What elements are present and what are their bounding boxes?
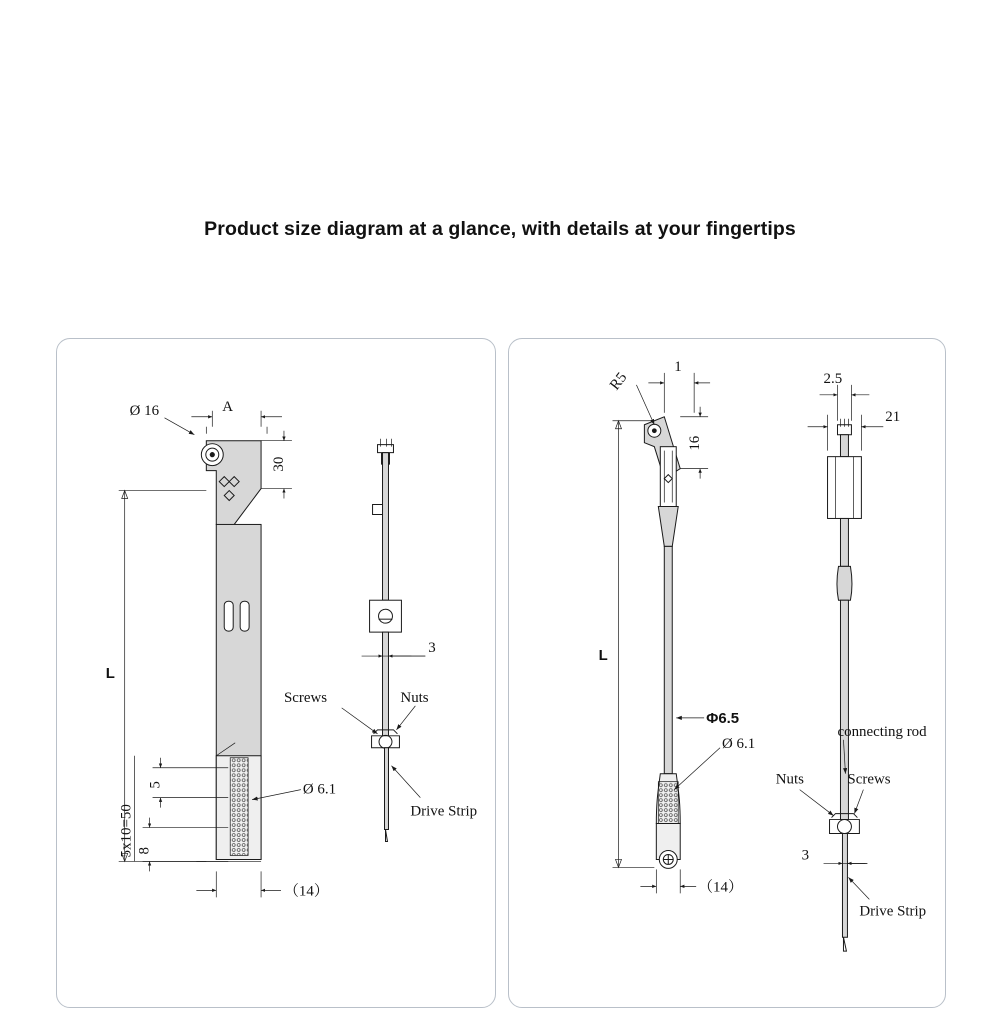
left-diagram-svg-wrapper <box>57 339 495 1007</box>
right-label-21: 21 <box>885 408 901 425</box>
right-diagram-svg-wrapper <box>509 339 945 1007</box>
right-diagram <box>509 339 945 1007</box>
right-diagram-panel <box>508 338 946 1008</box>
right-label-16: 16 <box>687 435 704 451</box>
right-label-1: 1 <box>674 358 682 375</box>
left-diagram <box>57 339 495 1007</box>
left-label-dia16: Ø 16 <box>129 402 160 419</box>
left-label-a: A <box>222 398 234 415</box>
left-label-30: 30 <box>270 456 287 472</box>
right-label-r5: R5 <box>607 369 631 394</box>
page-title: Product size diagram at a glance, with details at your fingertips <box>204 218 796 240</box>
right-label-screws: Screws <box>847 771 891 788</box>
right-label-nuts: Nuts <box>775 771 804 788</box>
right-label-drive-strip: Drive Strip <box>859 903 927 920</box>
right-label-connecting-rod: connecting rod <box>837 723 927 740</box>
right-label-dia61: Ø 6.1 <box>722 735 756 752</box>
left-label-dia61: Ø 6.1 <box>302 781 337 798</box>
left-label-drive-strip: Drive Strip <box>410 803 478 820</box>
left-label-14: （14） <box>283 883 329 900</box>
right-label-L: L <box>598 647 608 665</box>
left-label-3: 3 <box>428 640 436 657</box>
left-label-L: L <box>105 664 115 682</box>
left-diagram-panel <box>56 338 496 1008</box>
right-label-dia65: Φ6.5 <box>706 709 740 727</box>
left-label-5: 5 <box>147 781 164 789</box>
left-label-screws: Screws <box>283 689 328 706</box>
left-label-8: 8 <box>136 846 153 855</box>
right-label-2-5: 2.5 <box>823 370 843 387</box>
left-label-pitch: 5x10=50 <box>118 804 135 858</box>
right-label-14: （14） <box>698 879 743 896</box>
left-label-nuts: Nuts <box>400 689 429 706</box>
right-label-3: 3 <box>801 847 810 864</box>
